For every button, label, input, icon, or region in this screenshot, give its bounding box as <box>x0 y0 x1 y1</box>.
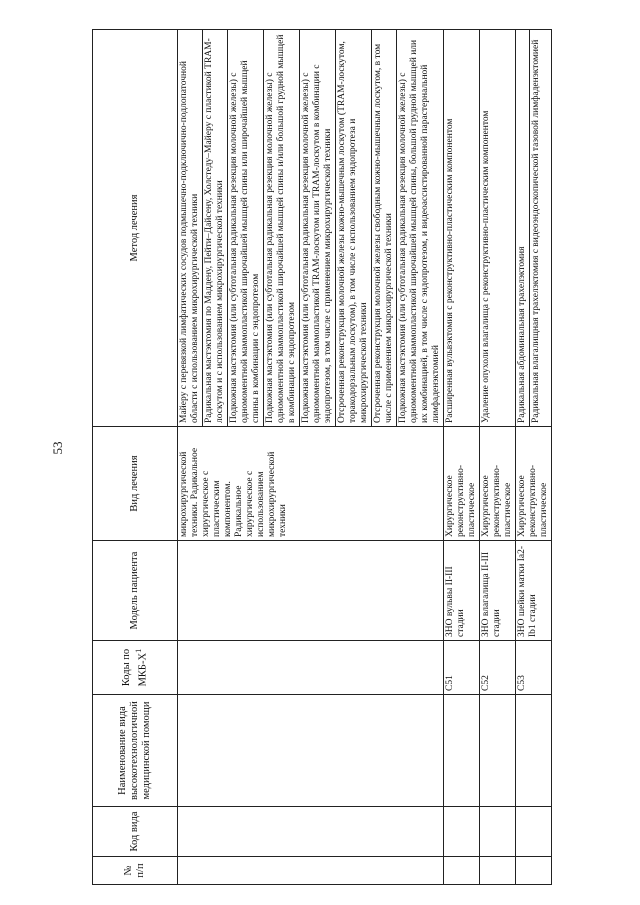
method-item: Майеру с перевязкой лимфатических сосудов подмышечно-подключично-подлопаточной области с использованием микрохирургической техники <box>178 30 203 426</box>
table-row <box>178 30 444 885</box>
method-item: Подкожная мастэктомия (или субтотальная радикальная резекция молочной железы) с одномоментной маммопластикой TRAM-лоскутом или TRAM-лоскутом в комбинации с эндопротезом, в том числе с применением микрохирургической техники <box>300 30 336 426</box>
cell-model <box>178 541 444 641</box>
header-num: № п/п <box>93 857 178 885</box>
cell-model: ЗНО вульвы II-III стадии <box>444 541 480 641</box>
method-item: Подкожная мастэктомия (или субтотальная радикальная резекция молочной железы) с одномоментной маммопластикой широчайшей мышцей спины, большой грудной мышцей или их комбинацией, в том числе с эндопротезом, и видеоассистированной парастернальной лимфаденэктомией <box>398 39 442 423</box>
table-header <box>93 30 178 885</box>
cell-num <box>178 857 444 885</box>
cell-num <box>480 857 516 885</box>
method-item: Радикальная мастэктомия по Маддену, Пейти–Дайсену, Холстеду–Майеру с пластикой TRAM-лоскутом и с использованием микрохирургической техники <box>203 30 228 426</box>
method-item: Отсроченная реконструкция молочной железы кожно-мышечным лоскутом (TRAM-лоскутом, торакодорзальным лоскутом), в том числе с использованием эндопротеза и микрохирургической техники <box>336 30 372 426</box>
header-icd <box>93 641 178 695</box>
header-model: Модель пациента <box>93 541 178 641</box>
header-name: Наименование вида высокотехнологичной медицинской помощи <box>93 695 178 807</box>
cell-kind-code <box>480 807 516 857</box>
cell-treatment-type: Хирургическое реконструктивно-пластическое <box>516 427 552 541</box>
cell-treatment-type: Хирургическое реконструктивно-пластическое <box>444 427 480 541</box>
header-kind-code: Код вида <box>93 807 178 857</box>
cell-method <box>516 30 552 427</box>
header-treatment-type: Вид лечения <box>93 427 178 541</box>
cell-model: ЗНО шейки матки Ia2-Ib1 стадии <box>516 541 552 641</box>
cell-num <box>516 857 552 885</box>
header-icd-label: Коды по МКБ-X <box>120 648 149 687</box>
cell-kind-code <box>444 807 480 857</box>
cell-treatment-type: Хирургическое реконструктивно-пластическое <box>480 427 516 541</box>
table-row <box>516 30 552 885</box>
rotated-table-container <box>92 30 552 885</box>
method-item: Радикальная влагалищная трахелэктомия с видеоэндоскопической тазовой лимфаденэктомией <box>531 39 542 423</box>
method-item: Подкожная мастэктомия (или субтотальная радикальная резекция молочной железы) с одномоментной маммопластикой широчайшей мышцей спины и/или большой грудной мышцей в комбинации с эндопротезом <box>264 30 300 426</box>
method-item: Удаление опухоли влагалища с реконструктивно-пластическим компонентом <box>481 110 492 423</box>
cell-num <box>444 857 480 885</box>
cell-kind-code <box>516 807 552 857</box>
cell-method <box>480 30 516 427</box>
method-item: Подкожная мастэктомия (или субтотальная радикальная резекция молочной железы) с одномоментной маммопластикой широчайшей мышцей спины или широчайшей мышцей спины в комбинации с эндопротезом <box>228 30 264 426</box>
cell-name <box>444 695 480 807</box>
cell-model: ЗНО влагалища II-III стадии <box>480 541 516 641</box>
method-item: Расширенная вульвэктомия с реконструктивно-пластическим компонентом <box>445 118 456 423</box>
header-method: Метод лечения <box>93 30 178 427</box>
method-item: Радикальная абдоминальная трахелэктомия <box>516 30 530 426</box>
cell-kind-code <box>178 807 444 857</box>
cell-method <box>178 30 444 427</box>
cell-icd: C51 <box>444 641 480 695</box>
cell-icd: C53 <box>516 641 552 695</box>
cell-icd: C52 <box>480 641 516 695</box>
cell-treatment-type: микрохирургической техники. Радикальное хирургическое с пластическим компонентом. Радикальное хирургическое с использованием микрохирургической техники <box>178 427 444 541</box>
table-row <box>444 30 480 885</box>
cell-method <box>444 30 480 427</box>
treatment-table <box>92 29 552 885</box>
method-item: Отсроченная реконструкция молочной железы свободным кожно-мышечным лоскутом, в том числе с применением микрохирургической техники <box>372 30 397 426</box>
cell-name <box>480 695 516 807</box>
cell-name <box>178 695 444 807</box>
page-number: 53 <box>50 441 65 455</box>
cell-icd <box>178 641 444 695</box>
header-icd-footnote: 1 <box>132 648 143 653</box>
cell-name <box>516 695 552 807</box>
table-row <box>480 30 516 885</box>
